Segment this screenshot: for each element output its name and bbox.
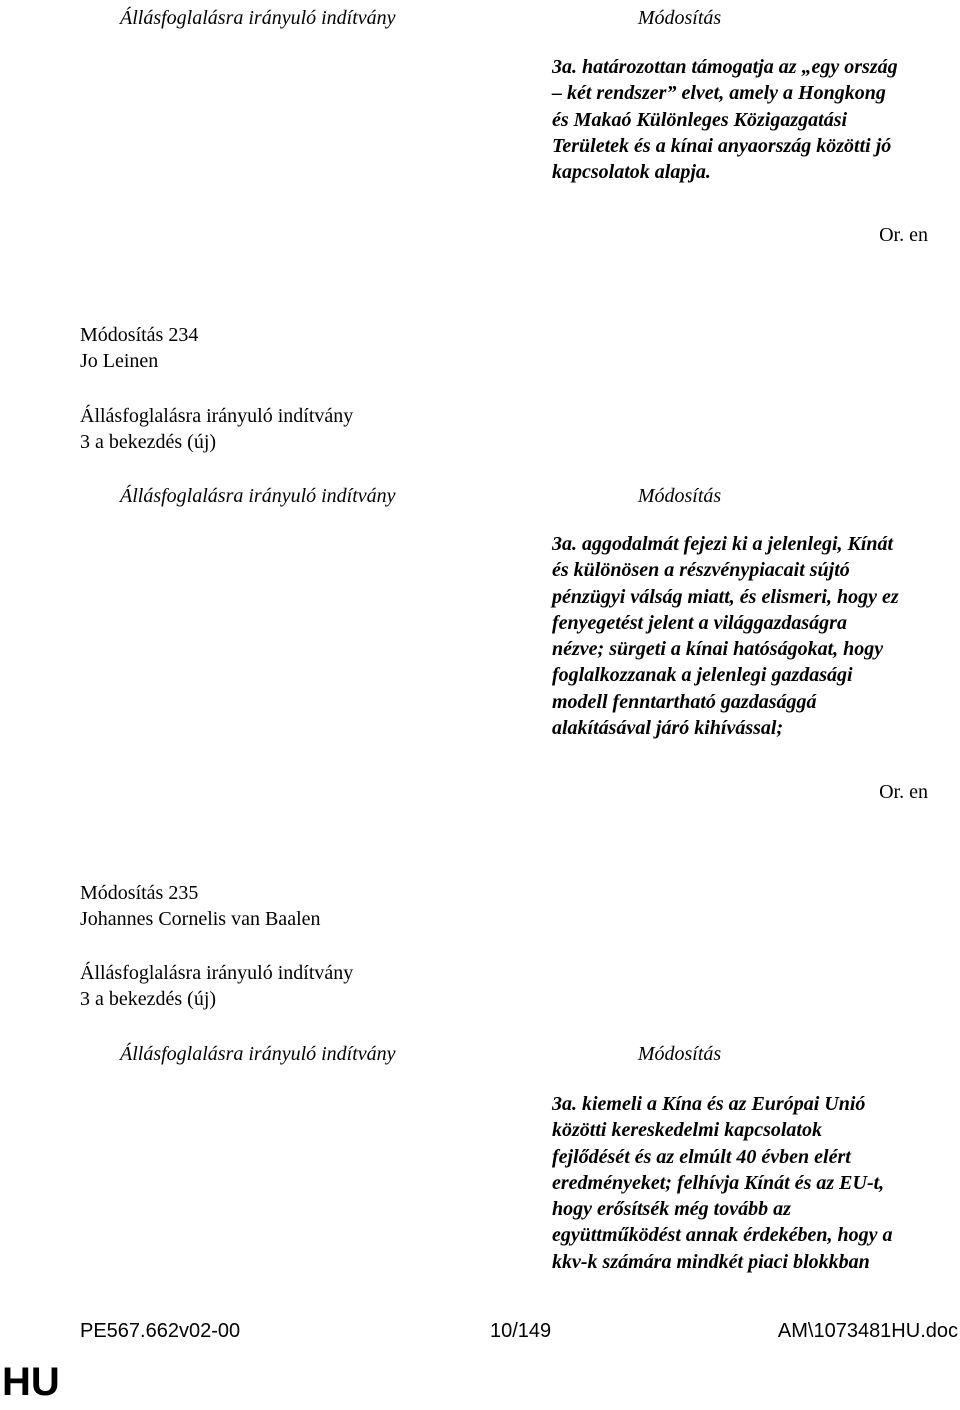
text-line: közötti kereskedelmi kapcsolatok: [552, 1119, 822, 1142]
text-line: nézve; sürgeti a kínai hatóságokat, hogy: [552, 638, 884, 661]
amendment-title: Módosítás 235: [80, 882, 199, 904]
footer-language-code: HU: [2, 1360, 60, 1404]
amendment-heading: [80, 880, 321, 932]
column-header-amendment: Módosítás: [637, 1043, 722, 1065]
text-line: és Makaó Különleges Közigazgatási: [552, 108, 848, 131]
original-language: Or. en: [879, 224, 928, 246]
text-line: 3a. kiemeli a Kína és az Európai Unió: [552, 1093, 866, 1115]
text-line: együttműködést annak érdekében, hogy a: [552, 1224, 893, 1247]
text-line: kkv-k számára mindkét piaci blokkban: [552, 1250, 870, 1273]
footer-document-reference: PE567.662v02-00: [80, 1320, 241, 1342]
text-line: fenyegetést jelent a világgazdaságra: [552, 611, 847, 634]
text-line: Területek és a kínai anyaország közötti jó: [552, 134, 892, 157]
column-header-motion: Állásfoglalásra irányuló indítvány: [120, 1043, 396, 1065]
text-line: 3a. aggodalmát fejezi ki a jelenlegi, Kínát: [552, 533, 894, 555]
amendment-reference: [80, 403, 353, 455]
amendment-heading: [80, 322, 198, 374]
column-header-motion: Állásfoglalásra irányuló indítvány: [120, 485, 396, 507]
footer-file-name: AM\1073481HU.doc: [777, 1320, 958, 1342]
amendment-text: [552, 54, 957, 185]
text-line: hogy erősítsék még tovább az: [552, 1198, 791, 1221]
amendment-text: [552, 1091, 957, 1275]
amendment-text: [552, 531, 957, 741]
text-line: fejlődését és az elmúlt 40 évben elért: [552, 1145, 851, 1168]
text-line: modell fenntartható gazdasággá: [552, 690, 817, 713]
footer-page-number: 10/149: [490, 1320, 552, 1342]
text-line: és különösen a részvénypiacait sújtó: [552, 559, 850, 582]
amendment-author: Jo Leinen: [80, 350, 159, 372]
text-line: 3a. határozottan támogatja az „egy ország: [552, 56, 898, 78]
reference-document: Állásfoglalásra irányuló indítvány: [80, 405, 354, 427]
text-line: foglalkozzanak a jelenlegi gazdasági: [552, 664, 853, 687]
reference-paragraph: 3 a bekezdés (új): [80, 431, 217, 453]
column-header-amendment: Módosítás: [637, 485, 722, 507]
reference-paragraph: 3 a bekezdés (új): [80, 988, 217, 1010]
reference-document: Állásfoglalásra irányuló indítvány: [80, 962, 354, 984]
text-line: alakításával járó kihívással;: [552, 717, 784, 740]
text-line: eredményeket; felhívja Kínát és az EU-t,: [552, 1171, 885, 1194]
amendment-reference: [80, 960, 353, 1012]
text-line: – két rendszer” elvet, amely a Hongkong: [552, 82, 886, 105]
original-language: Or. en: [879, 781, 928, 803]
amendment-author: Johannes Cornelis van Baalen: [80, 908, 321, 930]
text-line: pénzügyi válság miatt, és elismeri, hogy ez: [552, 585, 899, 608]
column-header-motion: Állásfoglalásra irányuló indítvány: [120, 7, 396, 29]
amendment-title: Módosítás 234: [80, 324, 199, 346]
column-header-amendment: Módosítás: [637, 7, 722, 29]
text-line: kapcsolatok alapja.: [552, 161, 711, 184]
